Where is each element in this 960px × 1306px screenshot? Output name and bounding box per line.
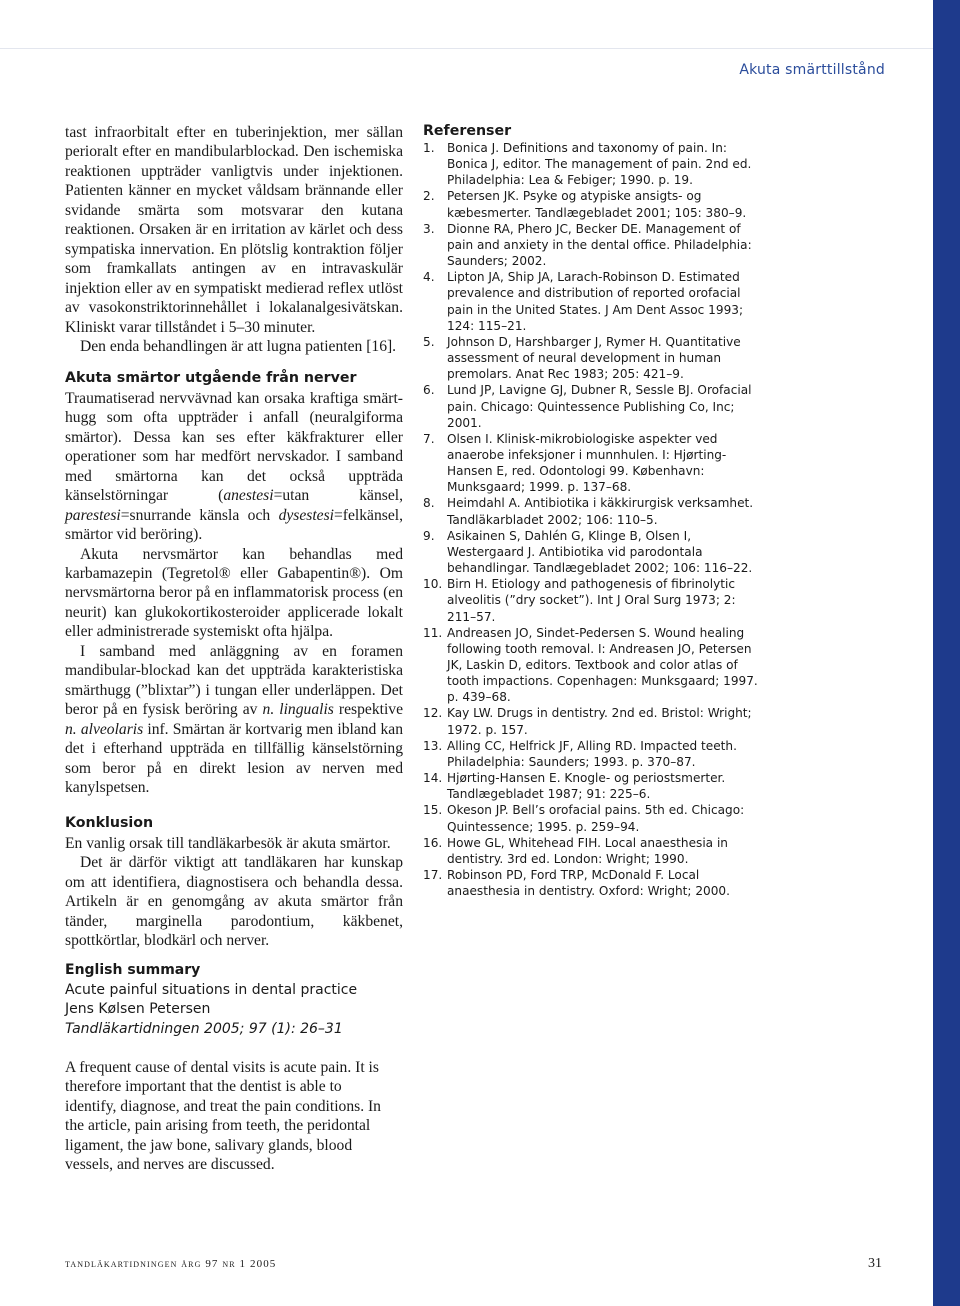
term-parestesi: parestesi bbox=[65, 506, 121, 524]
body-column-left bbox=[65, 123, 403, 951]
reference-number: 5. bbox=[423, 334, 435, 349]
reference-item bbox=[423, 140, 763, 188]
reference-number: 4. bbox=[423, 270, 435, 285]
heading-conclusion: Konklusion bbox=[65, 815, 154, 832]
reference-text: Okeson JP. Bell’s orofacial pains. 5th ed. Chicago: Quintessence; 1995. p. 259–94. bbox=[447, 803, 745, 834]
reference-number: 1. bbox=[423, 141, 435, 155]
reference-text: Birn H. Etiology and pathogenesis of fibrinolytic alveolitis (”dry socket”). Int J Oral Surg 1973; 2: 211–57. bbox=[447, 577, 736, 624]
reference-item bbox=[423, 495, 763, 527]
summary-article-title: Acute painful situations in dental practice bbox=[65, 981, 358, 998]
side-color-bar bbox=[933, 0, 960, 1306]
english-summary bbox=[65, 961, 395, 1039]
footer-journal: tandläkartidningen årg 97 nr 1 2005 bbox=[65, 1258, 277, 1270]
reference-text: Heimdahl A. Antibiotika i käkkirurgisk verksamhet. Tandläkarbladet 2002; 106: 110–5. bbox=[447, 496, 754, 527]
reference-item bbox=[423, 625, 763, 706]
reference-text: Bonica J. Definitions and taxonomy of pain. In: Bonica J, editor. The management of pain. 2nd ed. Philadelphia: Lea & Febiger; 1990. p. 19. bbox=[447, 141, 752, 188]
reference-number: 10. bbox=[423, 577, 443, 592]
reference-item bbox=[423, 188, 763, 220]
reference-text: Robinson PD, Ford TRP, McDonald F. Local anaesthesia in dentistry. Oxford: Wright; 2000. bbox=[447, 868, 730, 899]
paragraph-ischemic: tast infraorbitalt efter en tuberinjektion, mer sällan perioralt efter en mandibularblockad. Den ischemiska reaktionen uppträder vanligtvis under injektionen. Patienten känner en mycket våldsam brännande eller svidande smärta som motsvarar den kutana reaktionen. Orsaken är en irritation av kärlet och dess sympatiska innervation. En plötslig kontraktion följer som framkallats antingen av en intravaskulär injektion eller av en sympatiskt medierad reflex utlöst av vasokonstriktorinnehållet i lokalanalgesivätskan. Kliniskt varar tillståndet i 5–30 minuter. bbox=[65, 124, 403, 336]
reference-number: 16. bbox=[423, 835, 443, 850]
reference-number: 7. bbox=[423, 431, 435, 446]
reference-text: Asikainen S, Dahlén G, Klinge B, Olsen I, Westergaard J. Antibiotika vid parodontala behandlingar. Tandlægebladet 2002; 106: 116–22. bbox=[447, 528, 753, 576]
term-lingualis: n. lingualis bbox=[262, 701, 334, 719]
references-heading: Referenser bbox=[423, 123, 512, 139]
nerve-text-2: =snurrande känsla och bbox=[120, 506, 279, 524]
reference-item bbox=[423, 770, 763, 802]
reference-text: Kay LW. Drugs in dentistry. 2nd ed. Bristol: Wright; 1972. p. 157. bbox=[447, 706, 752, 737]
reference-item bbox=[423, 269, 763, 334]
reference-text: Howe GL, Whitehead FIH. Local anaesthesia in dentistry. 3rd ed. London: Wright; 1990. bbox=[447, 835, 728, 866]
references-list bbox=[423, 140, 763, 899]
paragraph-mandibular-block bbox=[65, 642, 403, 798]
paragraph-treatment-nerve: Akuta nervsmärtor kan behandlas med karbamazepin (Tegretol® eller Gabapentin®). Om nervsmärtorna beror på en inflammatorisk process (en neurit) kan glukokortikosteroider applicerade lokalt eller administrerade systemiskt ofta hjälpa. bbox=[65, 545, 403, 641]
nerve-text-3: =felkänsel, smärtor vid beröring). bbox=[65, 506, 403, 544]
reference-number: 15. bbox=[423, 803, 443, 818]
reference-text: Johnson D, Harshbarger J, Rymer H. Quantitative assessment of neural development in human premolars. Anat Rec 1983; 205: 421–9. bbox=[447, 334, 741, 382]
nerve-rest-text: hugg som ofta uppträder i anfall (neuralgiforma smärtor). Dessa kan ses efter käkfrakturer eller operationer som har medfört nervskador. I samband med smärtorna kan det också uppträda känselstörningar ( bbox=[65, 409, 403, 505]
reference-text: Andreasen JO, Sindet-Pedersen S. Wound healing following tooth removal. I: Andreasen JO, Petersen JK, Laskin D, editors. Textbook and color atlas of tooth impactions. Copenhagen: Munksgaard; 1997. p. 439–68. bbox=[447, 625, 758, 705]
english-abstract bbox=[65, 1058, 395, 1175]
reference-item bbox=[423, 382, 763, 430]
term-dysestesi: dysestesi bbox=[278, 506, 335, 524]
reference-item bbox=[423, 221, 763, 269]
paragraph-conclusion: Det är därför viktigt att tandläkaren har kunskap om att identifiera, diagnostisera och behandla dessa. Artikeln är en genomgång av akuta smärtor från tänder, marginella parodontium, käkbenet, spottkörtlar, blodkärl och nerver. bbox=[65, 854, 403, 950]
reference-number: 9. bbox=[423, 528, 435, 543]
header-rule bbox=[0, 48, 933, 49]
summary-author: Jens Kølsen Petersen bbox=[65, 1001, 211, 1018]
reference-item bbox=[423, 431, 763, 496]
term-alveolaris: n. alveolaris bbox=[65, 720, 144, 738]
nerve-intro-text: Traumatiserad nervvävnad kan orsaka kraftiga smärt- bbox=[65, 389, 403, 407]
reference-number: 12. bbox=[423, 706, 443, 721]
reference-number: 2. bbox=[423, 189, 435, 204]
reference-number: 3. bbox=[423, 221, 435, 236]
reference-text: Hjørting-Hansen E. Knogle- og periostsmerter. Tandlægebladet 1987; 91: 225–6. bbox=[447, 771, 726, 802]
summary-citation: Tandläkartidningen 2005; 97 (1): 26–31 bbox=[65, 1020, 343, 1037]
reference-number: 17. bbox=[423, 868, 443, 883]
reference-item bbox=[423, 334, 763, 382]
reference-text: Petersen JK. Psyke og atypiske ansigts- og kæbesmerter. Tandlægebladet 2001; 105: 380–9. bbox=[447, 189, 747, 220]
block-text-a: I samband med anläggning av en foramen mandibular-blockad kan det uppträda karakteristiska smärthugg (”blixtar”) i tungan eller underläppen. Det beror på en fysisk beröring av bbox=[65, 642, 403, 719]
heading-nerve-pain: Akuta smärtor utgående från nerver bbox=[65, 370, 357, 387]
references-column bbox=[423, 123, 763, 899]
reference-number: 8. bbox=[423, 496, 435, 511]
reference-number: 13. bbox=[423, 738, 443, 753]
reference-item bbox=[423, 835, 763, 867]
reference-item bbox=[423, 802, 763, 834]
reference-number: 14. bbox=[423, 771, 443, 786]
reference-text: Lund JP, Lavigne GJ, Dubner R, Sessle BJ. Orofacial pain. Chicago: Quintessence Publishing Co, Inc; 2001. bbox=[447, 383, 752, 430]
paragraph-conclusion-intro: En vanlig orsak till tandläkarbesök är akuta smärtor. bbox=[65, 834, 391, 852]
block-text-b: respektive bbox=[333, 701, 404, 719]
page-number: 31 bbox=[868, 1256, 882, 1271]
reference-number: 6. bbox=[423, 383, 435, 398]
reference-item bbox=[423, 867, 763, 899]
reference-text: Alling CC, Helfrick JF, Alling RD. Impacted teeth. Philadelphia: Saunders; 1993. p. 370–87. bbox=[447, 738, 737, 769]
reference-item bbox=[423, 738, 763, 770]
paragraph-treatment: Den enda behandlingen är att lugna patienten [16]. bbox=[80, 337, 397, 355]
running-title: Akuta smärttillstånd bbox=[739, 62, 885, 78]
abstract-text: A frequent cause of dental visits is acute pain. It is therefore important that the dentist is able to identify, diagnose, and treat the pain conditions. In the article, pain arising from teeth, the peridontal ligament, the jaw bone, salivary glands, blood vessels, and nerves are discussed. bbox=[65, 1059, 381, 1174]
reference-number: 11. bbox=[423, 625, 443, 640]
block-text-c: inf. Smärtan är kortvarig men ibland kan det i efterhand uppträda en tillfällig känselstörning som beror på en direkt lesion av nerven med kanylspetsen. bbox=[65, 720, 404, 796]
term-anestesi: anestesi bbox=[223, 487, 274, 505]
paragraph-nerve-trauma bbox=[65, 389, 403, 545]
reference-text: Olsen I. Klinisk-mikrobiologiske aspekter ved anaerobe infeksjoner i munnhulen. I: Hjørting-Hansen E, red. Odontologi 99. København: Munksgaard; 1999. p. 137–68. bbox=[447, 431, 727, 495]
reference-item bbox=[423, 576, 763, 624]
reference-text: Dionne RA, Phero JC, Becker DE. Management of pain and anxiety in the dental office. Philadelphia: Saunders; 2002. bbox=[447, 221, 752, 269]
nerve-text-1: =utan känsel, bbox=[273, 487, 403, 505]
reference-text: Lipton JA, Ship JA, Larach-Robinson D. Estimated prevalence and distribution of reported orofacial pain in the United States. J Am Dent Assoc 1993; 124: 115–21. bbox=[447, 270, 744, 333]
reference-item bbox=[423, 528, 763, 576]
reference-item bbox=[423, 705, 763, 737]
summary-heading: English summary bbox=[65, 962, 201, 978]
